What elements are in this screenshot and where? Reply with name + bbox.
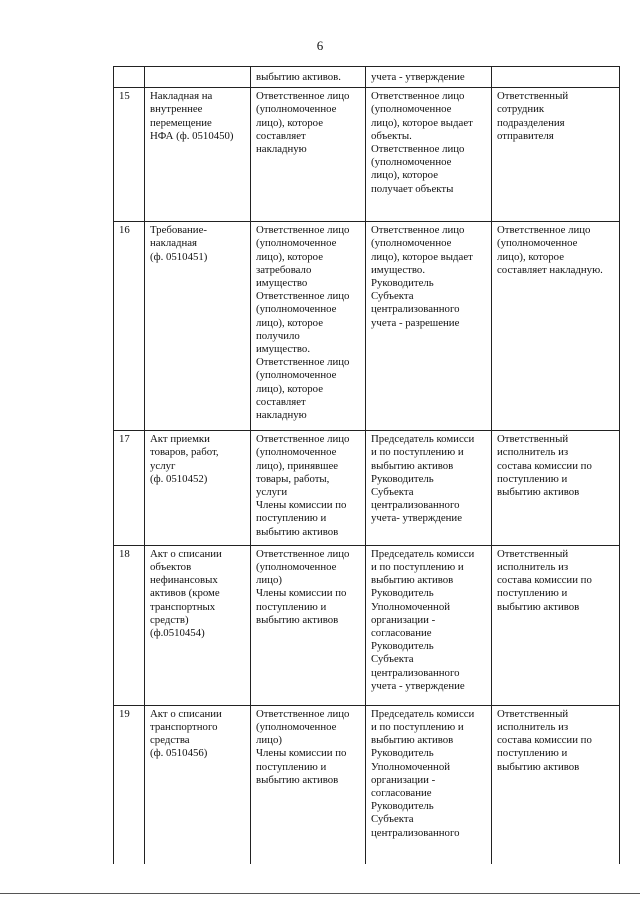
cell-text-line: Ответственное лицо <box>371 143 465 156</box>
cell-text-line: лицо), которое выдает <box>371 250 473 263</box>
cell-text-line: Председатель комисси <box>371 707 475 720</box>
cell-executor <box>492 222 620 431</box>
cell-text-line: учета - утверждение <box>371 679 465 692</box>
cell-text-line: согласование <box>371 627 432 640</box>
cell-text-line: объекты. <box>371 129 412 142</box>
cell-text-line: выбытию активов <box>497 486 580 499</box>
cell-number <box>114 222 145 431</box>
cell-text-line: имущество <box>256 277 308 290</box>
cell-text-line: (уполномоченное <box>256 369 337 382</box>
cell-responsible-person <box>251 431 366 546</box>
row-number: 16 <box>119 224 130 237</box>
cell-text-line: (уполномоченное <box>256 446 337 459</box>
cell-approval <box>366 545 492 705</box>
page-bottom-rule <box>0 893 640 894</box>
cell-document-name <box>145 545 251 705</box>
cell-text-line: активов (кроме <box>150 587 220 600</box>
cell-text-line: Уполномоченной <box>371 760 450 773</box>
cell-text-line: выбытию активов <box>371 574 454 587</box>
cell-approval <box>366 88 492 222</box>
document-table <box>113 66 620 864</box>
cell-text-line: централизованного <box>371 666 460 679</box>
cell-text-line: лицо), которое <box>256 250 323 263</box>
cell-text-line: учета - разрешение <box>371 316 460 329</box>
cell-text-line: поступлению и <box>256 512 327 525</box>
cell-text-line: (уполномоченное <box>256 561 337 574</box>
cell-text-line: Ответственное лицо <box>256 224 350 237</box>
cell-text-line: и по поступлению и <box>371 721 464 734</box>
cell-document-name <box>145 431 251 546</box>
cell-text-line: получает объекты <box>371 182 454 195</box>
cell-responsible-person <box>251 222 366 431</box>
cell-text-line: накладную <box>256 143 307 156</box>
cell-responsible-person <box>251 88 366 222</box>
cell-text-line: средства <box>150 734 190 747</box>
cell-text-line: лицо), принявшее <box>256 459 339 472</box>
cell-approval <box>366 705 492 864</box>
cell-text-line: Руководитель <box>371 800 434 813</box>
cell-text-line: согласование <box>371 787 432 800</box>
cell-text-line: Ответственное лицо <box>497 224 591 237</box>
cell-text-line: лицо), которое <box>497 250 564 263</box>
cell-text-line: Субъекта <box>371 653 414 666</box>
cell-text-line: Субъекта <box>371 290 414 303</box>
cell-text-line: Руководитель <box>371 587 434 600</box>
cell-text-line: Председатель комисси <box>371 433 475 446</box>
table-row <box>114 705 620 864</box>
cell-text-line: Накладная на <box>150 90 213 103</box>
cell-text-line: (уполномоченное <box>497 237 578 250</box>
cell-responsible-person <box>251 705 366 864</box>
cell-text-line: лицо), которое <box>371 169 438 182</box>
row-number: 15 <box>119 90 130 103</box>
cell-approval <box>366 67 492 88</box>
cell-text-line: Члены комиссии по <box>256 747 347 760</box>
cell-number <box>114 545 145 705</box>
cell-text-line: Акт о списании <box>150 547 222 560</box>
cell-text-line: выбытию активов <box>497 760 580 773</box>
cell-text-line: перемещение <box>150 116 212 129</box>
cell-text-line: составляет <box>256 395 306 408</box>
cell-text-line: Ответственное лицо <box>256 707 350 720</box>
cell-text-line: услуг <box>150 459 176 472</box>
cell-text-line: транспортного <box>150 721 218 734</box>
cell-text-line: выбытию активов <box>497 600 580 613</box>
cell-number <box>114 88 145 222</box>
row-number: 19 <box>119 707 130 720</box>
cell-text-line: Ответственное лицо <box>371 224 465 237</box>
cell-text-line: Председатель комисси <box>371 547 475 560</box>
cell-text-line: товаров, работ, <box>150 446 219 459</box>
cell-text-line: Уполномоченной <box>371 600 450 613</box>
cell-text-line: (уполномоченное <box>256 237 337 250</box>
cell-text-line: Субъекта <box>371 486 414 499</box>
cell-text-line: лицо), которое выдает <box>371 116 473 129</box>
cell-text-line: лицо) <box>256 574 282 587</box>
cell-text-line: учета - утверждение <box>371 71 465 83</box>
cell-text-line: (уполномоченное <box>371 237 452 250</box>
cell-text-line: составляет накладную. <box>497 263 603 276</box>
cell-responsible-person <box>251 545 366 705</box>
table-row <box>114 431 620 546</box>
cell-executor <box>492 88 620 222</box>
page-number: 6 <box>316 38 324 53</box>
cell-text-line: исполнитель из <box>497 446 569 459</box>
cell-text-line: Руководитель <box>371 640 434 653</box>
cell-text-line: лицо) <box>256 734 282 747</box>
row-number: 18 <box>119 547 130 560</box>
cell-text-line: Ответственное лицо <box>256 547 350 560</box>
cell-text-line: централизованного <box>371 303 460 316</box>
document-table-body <box>114 67 620 864</box>
cell-executor <box>492 431 620 546</box>
cell-text-line: поступлению и <box>497 747 568 760</box>
cell-document-name <box>145 67 251 88</box>
cell-text-line: (уполномоченное <box>371 103 452 116</box>
cell-text-line: средств) <box>150 613 189 626</box>
cell-text-line: Члены комиссии по <box>256 587 347 600</box>
cell-text-line: и по поступлению и <box>371 561 464 574</box>
cell-text-line: накладная <box>150 237 198 250</box>
cell-text-line: Ответственное лицо <box>256 433 350 446</box>
cell-text-line: организации - <box>371 613 436 626</box>
cell-text-line: отправителя <box>497 129 554 142</box>
cell-text-line: Ответственное лицо <box>256 356 350 369</box>
cell-text-line: выбытию активов. <box>256 71 341 83</box>
cell-executor <box>492 705 620 864</box>
cell-text-line: объектов <box>150 561 192 574</box>
cell-text-line: подразделения <box>497 116 565 129</box>
cell-text-line: состава комиссии по <box>497 734 592 747</box>
cell-text-line: исполнитель из <box>497 561 569 574</box>
cell-text-line: лицо), которое <box>256 116 323 129</box>
cell-text-line: транспортных <box>150 600 216 613</box>
cell-text-line: Ответственный <box>497 433 569 446</box>
table-row <box>114 222 620 431</box>
cell-text-line: Руководитель <box>371 277 434 290</box>
cell-text-line: выбытию активов <box>371 459 454 472</box>
cell-document-name <box>145 705 251 864</box>
cell-text-line: Ответственное лицо <box>256 290 350 303</box>
cell-text-line: (ф. 0510456) <box>150 747 208 760</box>
cell-text-line: лицо), которое <box>256 316 323 329</box>
cell-text-line: сотрудник <box>497 103 545 116</box>
cell-text-line: затребовало <box>256 263 312 276</box>
cell-text-line: Акт приемки <box>150 433 210 446</box>
cell-text-line: имущество. <box>256 343 311 356</box>
cell-number <box>114 431 145 546</box>
cell-text-line: НФА (ф. 0510450) <box>150 129 234 142</box>
cell-text-line: централизованного <box>371 499 460 512</box>
cell-text-line: (ф. 0510451) <box>150 250 208 263</box>
cell-text-line: (ф. 0510452) <box>150 472 208 485</box>
cell-text-line: Руководитель <box>371 472 434 485</box>
cell-text-line: услуги <box>256 486 288 499</box>
cell-number <box>114 67 145 88</box>
cell-text-line: получило <box>256 329 300 342</box>
table-row <box>114 545 620 705</box>
cell-text-line: Члены комиссии по <box>256 499 347 512</box>
cell-text-line: выбытию активов <box>371 734 454 747</box>
cell-approval <box>366 222 492 431</box>
cell-document-name <box>145 88 251 222</box>
cell-text-line: Акт о списании <box>150 707 222 720</box>
cell-text-line: (ф.0510454) <box>150 627 205 640</box>
cell-text-line: (уполномоченное <box>256 103 337 116</box>
cell-text-line: (уполномоченное <box>256 303 337 316</box>
cell-text-line: централизованного <box>371 826 460 839</box>
cell-text-line: Руководитель <box>371 747 434 760</box>
cell-text-line: состава комиссии по <box>497 459 592 472</box>
cell-text-line: имущество. <box>371 263 426 276</box>
cell-text-line: Ответственный <box>497 90 569 103</box>
cell-document-name <box>145 222 251 431</box>
cell-text-line: выбытию активов <box>256 525 339 538</box>
cell-text-line: Ответственный <box>497 547 569 560</box>
cell-text-line: поступлению и <box>497 472 568 485</box>
cell-executor <box>492 67 620 88</box>
cell-text-line: нефинансовых <box>150 574 218 587</box>
cell-text-line: накладную <box>256 409 307 422</box>
cell-text-line: выбытию активов <box>256 773 339 786</box>
cell-text-line: (уполномоченное <box>256 721 337 734</box>
cell-text-line: Ответственное лицо <box>371 90 465 103</box>
cell-text-line: поступлению и <box>497 587 568 600</box>
cell-number <box>114 705 145 864</box>
cell-text-line: составляет <box>256 129 306 142</box>
table-row <box>114 67 620 88</box>
cell-text-line: Субъекта <box>371 813 414 826</box>
cell-executor <box>492 545 620 705</box>
cell-text-line: и по поступлению и <box>371 446 464 459</box>
row-number: 17 <box>119 433 130 446</box>
cell-text-line: Ответственный <box>497 707 569 720</box>
cell-text-line: организации - <box>371 773 436 786</box>
cell-text-line: состава комиссии по <box>497 574 592 587</box>
cell-text-line: товары, работы, <box>256 472 330 485</box>
cell-text-line: внутреннее <box>150 103 203 116</box>
cell-text-line: Ответственное лицо <box>256 90 350 103</box>
table-row <box>114 88 620 222</box>
cell-text-line: учета- утверждение <box>371 512 462 525</box>
cell-text-line: (уполномоченное <box>371 156 452 169</box>
cell-text-line: Требование- <box>150 224 207 237</box>
cell-approval <box>366 431 492 546</box>
cell-text-line: поступлению и <box>256 760 327 773</box>
cell-text-line: лицо), которое <box>256 382 323 395</box>
cell-text-line: поступлению и <box>256 600 327 613</box>
cell-text-line: выбытию активов <box>256 613 339 626</box>
cell-text-line: исполнитель из <box>497 721 569 734</box>
cell-responsible-person <box>251 67 366 88</box>
